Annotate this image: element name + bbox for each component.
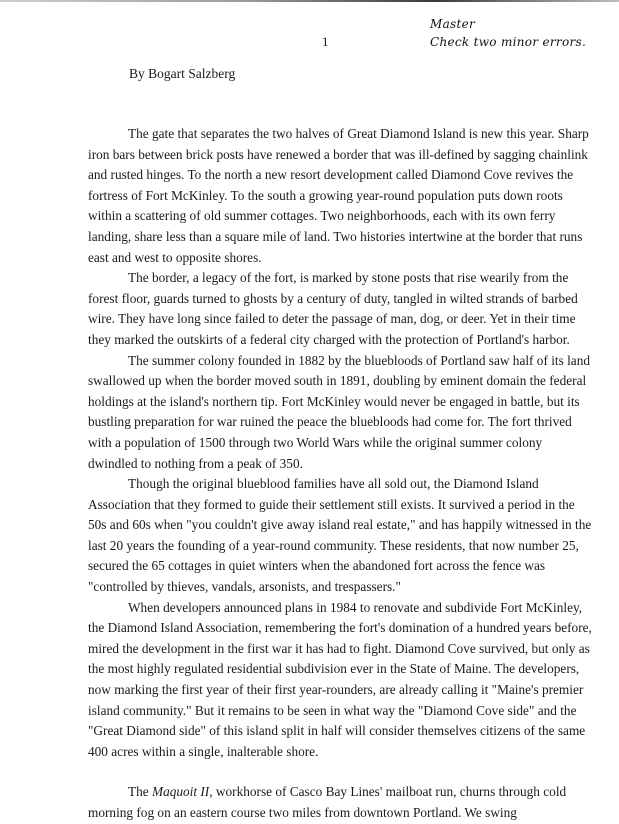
paragraph: The border, a legacy of the fort, is marked by stone posts that rise wearily from the forest floor, guards turned to ghosts by a century of duty, tangled in wilted strands of barbed wire. They have long since failed to deter the passage of man, dog, or deer. Yet in their time they marked the outskirts of a federal city charged with the protection of Portland's harbor. [88, 270, 578, 347]
annotation-line-1: Master [430, 17, 476, 31]
paragraph [88, 782, 593, 823]
paragraph: The summer colony founded in 1882 by the bluebloods of Portland saw half of its land swallowed up when the border moved south in 1891, doubling by eminent domain the federal holdings at the island's northern tip. Fort McKinley would never be engaged in battle, but its bustling preparation for war ruined the peace the bluebloods had come for. The fort thrived with a population of 1500 through two World Wars while the original summer colony dwindled to nothing from a peak of 350. [88, 352, 590, 471]
byline: By Bogart Salzberg [129, 66, 236, 81]
paragraph-prefix: The [128, 784, 152, 800]
paragraph-rest: workhorse of Casco Bay Lines' mailboat run, churns through cold morning fog on an eastern course two miles from downtown Portland. We swing [88, 784, 567, 820]
annotation-line-2: Check two minor errors. [430, 35, 587, 49]
paragraph: The gate that separates the two halves of Great Diamond Island is new this year. Sharp iron bars between brick posts have renewed a border that was ill-defined by sagging chainlink and rusted hinges. To the north a new resort development called Diamond Cove revives the fortress of Fort McKinley. To the south a growing year-round population puts down roots within a scattering of old summer cottages. Two neighborhoods, each with its own ferry landing, share less than a square mile of land. Two histories intertwine at the border that runs east and west to opposite shores. [88, 126, 589, 265]
paragraph: When developers announced plans in 1984 to renovate and subdivide Fort McKinley, the Diamond Island Association, remembering the fort's domination of a hundred years before, mired the development in the first war it has had to fight. Diamond Cove survived, but only as the most highly regulated residential subdivision ever in the State of Maine. The developers, now marking the first year of their first year-rounders, are already calling it "Maine's premier island community." But it remains to be seen in what way the "Diamond Cove side" and the "Great Diamond side" of this island split in half will consider themselves citizens of the same 400 acres within a single, inalterable shore. [88, 599, 592, 759]
scan-top-edge [0, 0, 619, 2]
paragraph: Though the original blueblood families have all sold out, the Diamond Island Association that they formed to guide their settlement still exists. It survived a period in the 50s and 60s when "you couldn't give away island real estate," and has happily witnessed in the last 20 years the founding of a year-round community. These residents, that now number 25, secured the 65 cottages in quiet winters when the abandoned fort across the fence was "controlled by thieves, vandals, arsonists, and trespassers." [88, 476, 592, 595]
article-body [88, 124, 593, 824]
boat-name: Maquoit II, [152, 784, 213, 800]
page-number: 1 [322, 34, 329, 49]
handwritten-annotation [430, 15, 586, 51]
